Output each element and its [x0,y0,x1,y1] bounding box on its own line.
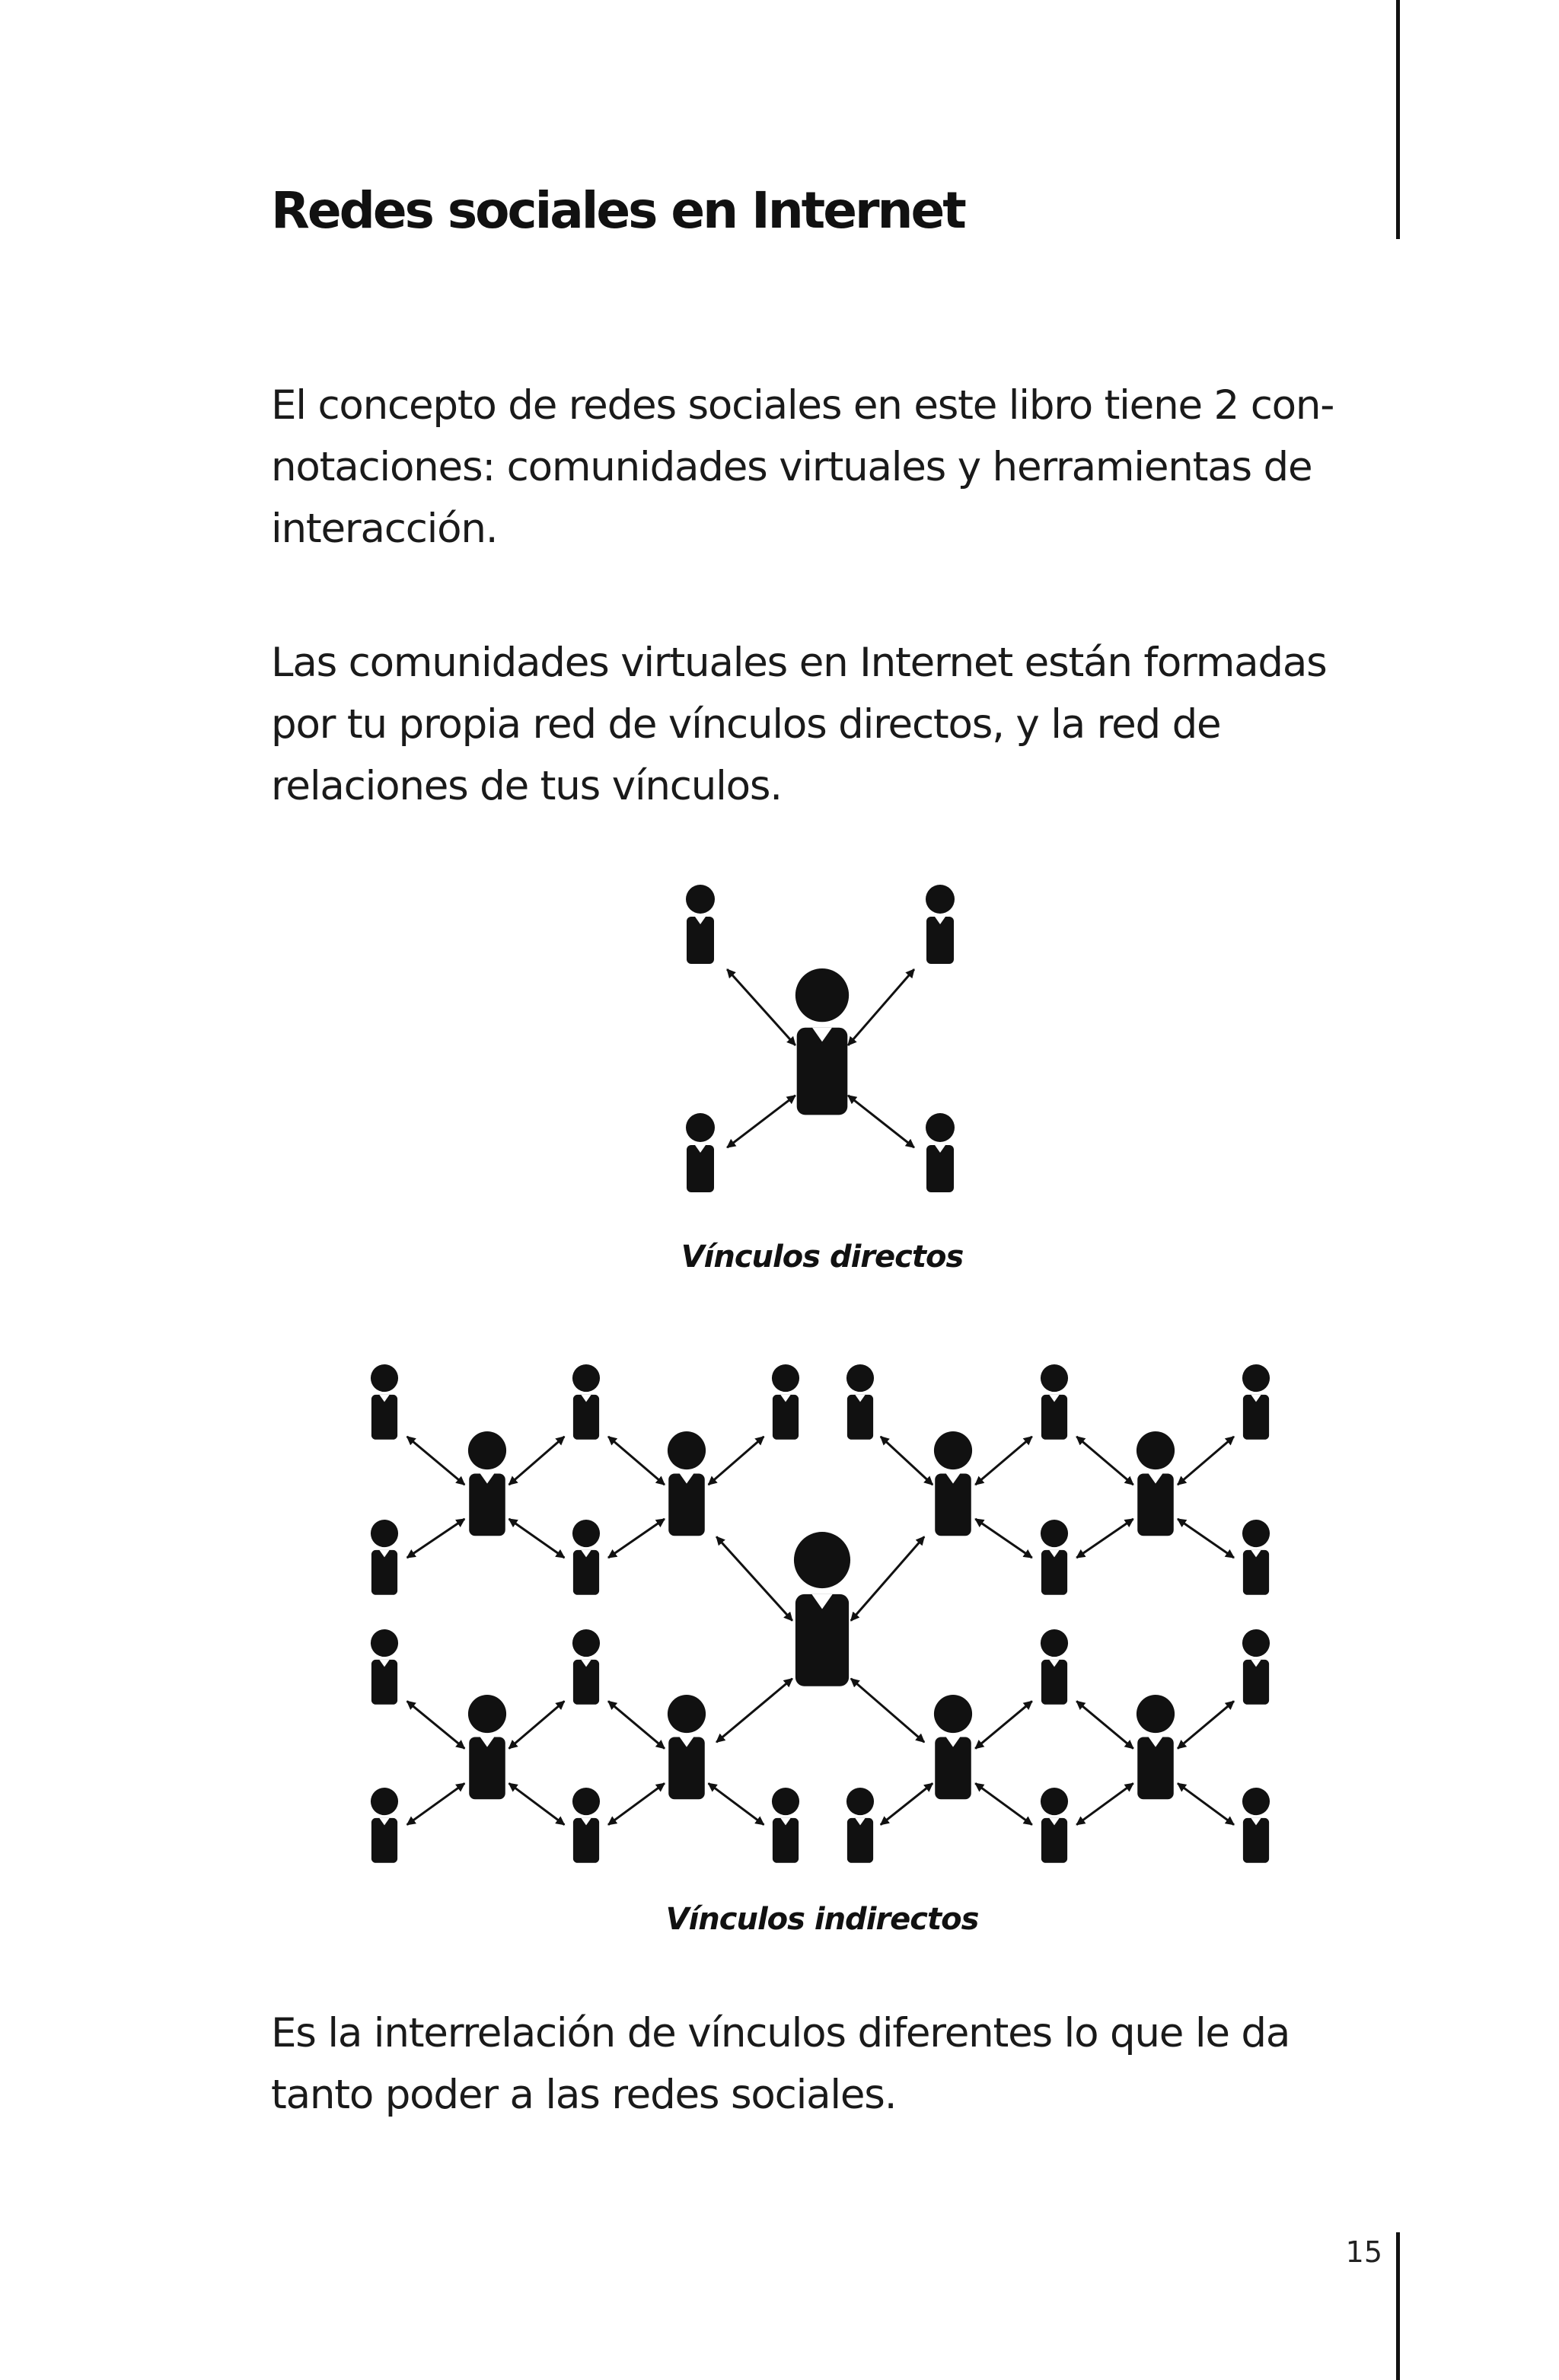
link-arrow [407,1783,465,1824]
link-arrow [709,1437,764,1485]
text-line: interacción. [271,506,498,552]
person-icon [1137,1431,1175,1536]
text-line: notaciones: comunidades virtuales y herramientas de [271,444,1312,490]
margin-rule-top [1396,0,1400,239]
person-icon [668,1431,706,1536]
person-icon [1242,1788,1270,1863]
link-arrow [1178,1519,1234,1558]
text-line: Las comunidades virtuales en Internet están formadas [271,640,1327,686]
direct-links-caption: Vínculos directos [681,1239,964,1275]
direct-links-diagram [655,868,990,1233]
link-arrow [608,1519,665,1558]
person-icon [572,1364,600,1440]
link-arrow [1076,1519,1133,1558]
link-arrow [509,1519,565,1558]
link-arrow [851,1679,924,1742]
indirect-links-diagram [335,1348,1309,1896]
text-line: por tu propia red de vínculos directos, y la red de [271,701,1221,748]
page-number: 15 [1345,2235,1382,2269]
link-arrow [509,1783,565,1824]
margin-rule-bottom [1396,2232,1400,2380]
person-icon [934,1431,972,1536]
link-arrow [509,1437,565,1485]
person-icon [1242,1520,1270,1595]
link-arrow [1178,1783,1234,1824]
link-arrow [848,969,914,1045]
text-line: El concepto de redes sociales en este libro tiene 2 con- [271,382,1334,429]
person-icon [668,1695,706,1799]
link-arrow [848,1096,914,1147]
link-arrow [851,1536,924,1620]
person-icon [794,1532,850,1686]
link-arrow [1178,1701,1234,1748]
link-arrow [407,1701,465,1748]
person-icon [926,1113,955,1192]
person-icon [468,1431,506,1536]
person-icon [371,1520,398,1595]
text-line: Es la interrelación de vínculos diferentes lo que le da [271,2010,1290,2056]
person-icon [772,1788,799,1863]
link-arrow [975,1701,1031,1748]
link-arrow [407,1519,465,1558]
person-icon [1041,1520,1068,1595]
link-arrow [727,1096,795,1147]
indirect-links-caption: Vínculos indirectos [665,1902,979,1937]
page-title: Redes sociales en Internet [271,181,964,240]
person-icon [934,1695,972,1799]
text-line: tanto poder a las redes sociales. [271,2072,897,2118]
person-icon [1242,1629,1270,1705]
link-arrow [608,1783,665,1824]
person-icon [371,1788,398,1863]
person-icon [772,1364,799,1440]
person-icon [1137,1695,1175,1799]
person-icon [1041,1364,1068,1440]
person-icon [572,1788,600,1863]
link-arrow [975,1437,1031,1485]
paragraph-virtual-communities [271,632,1367,817]
person-icon [686,1113,715,1192]
link-arrow [975,1519,1031,1558]
paragraph-connotations [271,375,1367,560]
person-icon [371,1629,398,1705]
person-icon [1041,1788,1068,1863]
person-icon [795,968,849,1115]
person-icon [686,885,715,964]
person-icon [468,1695,506,1799]
person-icon [846,1364,874,1440]
person-icon [371,1364,398,1440]
link-arrow [1076,1783,1133,1824]
link-arrow [1178,1437,1234,1485]
link-arrow [608,1437,665,1485]
link-arrow [716,1679,792,1742]
person-icon [846,1788,874,1863]
link-arrow [1076,1701,1133,1748]
link-arrow [509,1701,565,1748]
link-arrow [727,969,795,1045]
link-arrow [608,1701,665,1748]
person-icon [572,1520,600,1595]
link-arrow [881,1783,933,1824]
paragraph-interrelation [271,2002,1367,2126]
link-arrow [1076,1437,1133,1485]
person-icon [926,885,955,964]
person-icon [1041,1629,1068,1705]
link-arrow [709,1783,764,1824]
link-arrow [881,1437,933,1485]
link-arrow [407,1437,465,1485]
person-icon [572,1629,600,1705]
link-arrow [975,1783,1031,1824]
text-line: relaciones de tus vínculos. [271,763,782,809]
person-icon [1242,1364,1270,1440]
link-arrow [716,1536,792,1620]
